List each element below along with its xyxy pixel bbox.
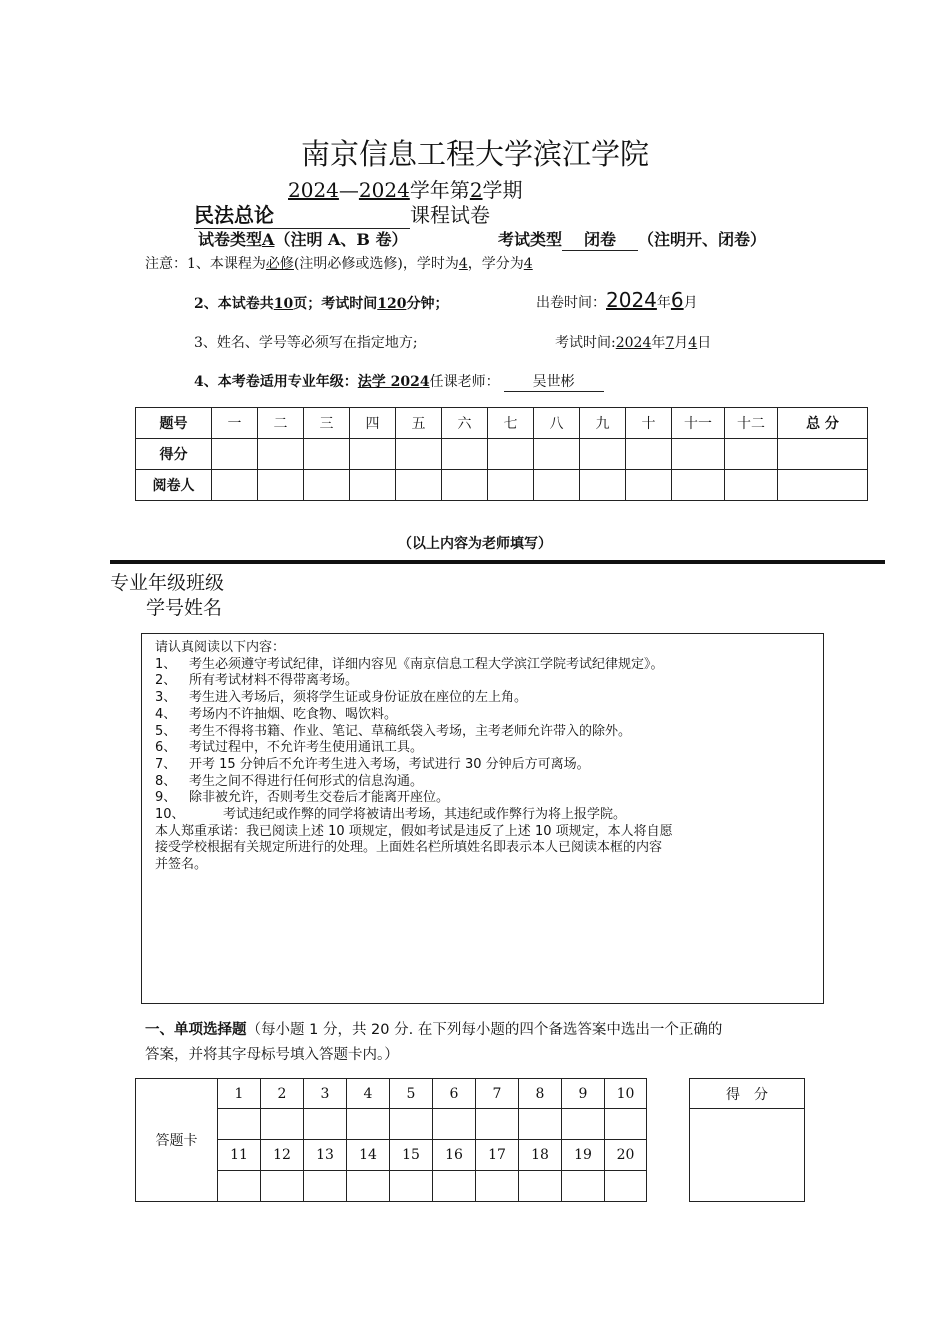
rule-text: 考生进入考场后，须将学生证或身份证放在座位的左上角。 [189,690,528,706]
grader-cell [580,470,626,501]
note-1-text-c: ，学分为 [467,256,524,272]
pledge-line: 本人郑重承诺：我已阅读上述 10 项规定，假如考试是违反了上述 10 项规定，本人将自愿 [155,823,673,839]
rule-item [155,707,823,724]
score-row [136,439,868,470]
rule-item [155,690,823,707]
question-number: 11 [218,1140,261,1171]
answer-cell[interactable] [261,1109,304,1140]
pledge-line: 并签名。 [155,857,208,873]
exam-type-line [498,227,766,251]
score-cell [626,439,672,470]
paper-type-label: 试卷类型 [198,230,263,249]
semester: 2 [469,178,483,202]
question-number: 18 [519,1140,562,1171]
section-1-heading [145,1018,722,1039]
score-table-header: 三 [304,408,350,439]
rule-text: 所有考试材料不得带离考场。 [189,673,359,689]
section-1-title: 一、单项选择题 [145,1022,247,1038]
answer-cell[interactable] [605,1171,647,1202]
score-cell [258,439,304,470]
exam-year-unit: 年 [651,335,666,351]
exam-month: 7 [665,335,675,351]
score-table-header: 题号 [136,408,212,439]
year-end: 2024 [358,178,410,202]
paper-type-line [198,227,408,250]
answer-card [135,1078,647,1202]
course-suffix: 课程试卷 [410,203,490,227]
rule-text: 考试违纪或作弊的同学将被请出考场，其违纪或作弊行为将上报学院。 [223,807,627,823]
rule-item [155,774,823,791]
note-1 [145,253,533,273]
question-number: 17 [476,1140,519,1171]
answer-cell[interactable] [218,1109,261,1140]
score-table-header: 十 [626,408,672,439]
rule-number: 1、 [155,656,177,672]
course-hours: 4 [458,256,468,272]
rule-number: 4、 [155,706,177,722]
note-1-text-b: (注明必修或选修)，学时为 [293,256,459,272]
rule-number: 10、 [155,807,185,823]
answer-cell[interactable] [476,1171,519,1202]
answer-cell[interactable] [347,1109,390,1140]
section-score-cell[interactable] [690,1109,805,1202]
answer-cell[interactable] [433,1171,476,1202]
question-number: 3 [304,1079,347,1109]
answer-cell[interactable] [261,1171,304,1202]
exam-type-value: 闭卷 [562,227,638,251]
separator-line [110,560,885,564]
score-table-header-row [136,408,868,439]
rule-text: 考生不得将书籍、作业、笔记、草稿纸袋入考场，主考老师允许带入的除外。 [189,723,632,739]
rule-item [155,790,823,807]
rule-number: 6、 [155,740,177,756]
question-number: 9 [562,1079,605,1109]
grader-cell [626,470,672,501]
score-table-header: 七 [488,408,534,439]
question-number: 16 [433,1140,476,1171]
score-table-header: 六 [442,408,488,439]
question-number: 6 [433,1079,476,1109]
rule-text: 除非被允许，否则考生交卷后才能离开座位。 [189,790,450,806]
grader-cell [725,470,778,501]
grader-cell [396,470,442,501]
grader-row-label: 阅卷人 [136,470,212,501]
issue-date [536,288,698,312]
teacher-label: 任课老师： [429,374,500,390]
rule-number: 2、 [155,673,177,689]
rule-text: 考试过程中，不允许考生使用通讯工具。 [189,740,424,756]
rules-intro: 请认真阅读以下内容： [155,640,286,655]
note-3: 3、姓名、学号等必须写在指定地方; [194,335,418,351]
rule-number: 3、 [155,690,177,706]
rule-number: 9、 [155,790,177,806]
answer-cell[interactable] [390,1109,433,1140]
class-label: 专业年级班级 [110,572,225,594]
rule-text: 考生必须遵守考试纪律，详细内容见《南京信息工程大学滨江学院考试纪律规定》。 [189,656,664,672]
question-number: 15 [390,1140,433,1171]
exam-minutes: 120 [377,296,407,312]
semester-label: 学期 [482,178,523,202]
question-number: 5 [390,1079,433,1109]
grader-cell [350,470,396,501]
rule-item [155,673,823,690]
score-table-header: 一 [212,408,258,439]
question-number: 12 [261,1140,304,1171]
page-count: 10 [273,296,294,312]
question-number: 20 [605,1140,647,1171]
exam-type-label: 考试类型 [498,230,563,249]
rule-item [155,724,823,741]
question-number: 2 [261,1079,304,1109]
rule-text: 开考 15 分钟后不允许考生进入考场，考试进行 30 分钟后方可离场。 [189,756,590,772]
year-start: 2024 [288,178,339,202]
major-grade: 法学 2024 [357,374,430,390]
rule-number: 5、 [155,723,177,739]
note-2 [194,293,448,313]
score-table [135,407,868,501]
score-cell [725,439,778,470]
note-2-text-a: 2、本试卷共 [194,296,274,312]
exam-type-note: （注明开、闭卷） [638,230,767,249]
score-cell [350,439,396,470]
issue-year-unit: 年 [656,295,671,311]
note-2-text-c: 分钟； [406,296,449,312]
teacher-name: 吴世彬 [504,371,604,392]
section-1-desc: （每小题 1 分，共 20 分. 在下列每小题的四个备选答案中选出一个正确的 [246,1022,723,1038]
score-table-header: 八 [534,408,580,439]
answer-cell[interactable] [218,1171,261,1202]
answer-cell[interactable] [390,1171,433,1202]
score-cell [304,439,350,470]
score-table-header: 九 [580,408,626,439]
issue-month: 6 [670,288,684,312]
grader-cell [672,470,725,501]
rules-box [141,633,824,1004]
grader-cell [488,470,534,501]
question-number: 14 [347,1140,390,1171]
issue-month-unit: 月 [683,295,698,311]
rule-item [155,807,823,824]
answer-cell[interactable] [519,1109,562,1140]
score-table-header: 二 [258,408,304,439]
paper-type-note: （注明 A、B 卷） [274,230,408,249]
course-line [194,199,490,229]
section-1-desc-line-2: 答案，并将其字母标号填入答题卡内。） [145,1047,399,1063]
school-title: 南京信息工程大学滨江学院 [300,137,649,171]
question-number: 13 [304,1140,347,1171]
rule-item [155,757,823,774]
section-score-box [689,1078,805,1202]
score-table-header: 四 [350,408,396,439]
exam-date [555,332,711,352]
answer-cell[interactable] [304,1109,347,1140]
grader-cell [304,470,350,501]
score-row-label: 得分 [136,439,212,470]
exam-date-label: 考试时间: [555,335,616,351]
note-4 [194,371,604,392]
grader-cell [212,470,258,501]
note-4-text-a: 4、本考卷适用专业年级： [194,374,358,390]
question-number: 19 [562,1140,605,1171]
answer-cell[interactable] [476,1109,519,1140]
course-credits: 4 [523,256,533,272]
score-cell [212,439,258,470]
rule-item [155,657,823,674]
rule-item [155,740,823,757]
answer-cell[interactable] [605,1109,647,1140]
grader-row [136,470,868,501]
question-number: 7 [476,1079,519,1109]
exam-day: 4 [688,335,698,351]
rule-text: 考生之间不得进行任何形式的信息沟通。 [189,773,424,789]
score-table-header: 十二 [725,408,778,439]
year-label: 学年第 [409,178,470,202]
score-cell [488,439,534,470]
rule-text: 考场内不许抽烟、吃食物、喝饮料。 [189,706,398,722]
answer-cell[interactable] [562,1109,605,1140]
note-1-text-a: 注意：1、本课程为 [145,256,266,272]
course-name: 民法总论 [194,199,410,229]
answer-number-row [136,1079,647,1109]
question-number: 4 [347,1079,390,1109]
exam-year: 2024 [615,335,652,351]
score-table-header: 总 分 [778,408,868,439]
score-cell [534,439,580,470]
note-2-text-b: 页；考试时间 [293,296,378,312]
score-table-header: 十一 [672,408,725,439]
answer-cell[interactable] [304,1171,347,1202]
section-score-label: 得 分 [690,1079,805,1109]
answer-cell[interactable] [433,1109,476,1140]
question-number: 1 [218,1079,261,1109]
score-cell [778,439,868,470]
score-cell [580,439,626,470]
answer-cell[interactable] [347,1171,390,1202]
pledge-line: 接受学校根据有关规定所进行的处理。上面姓名栏所填姓名即表示本人已阅读本框的内容 [155,840,663,856]
score-cell [672,439,725,470]
grader-cell [442,470,488,501]
grader-cell [534,470,580,501]
exam-day-unit: 日 [697,335,712,351]
paper-type-value: A [262,230,275,249]
score-table-header: 五 [396,408,442,439]
question-number: 8 [519,1079,562,1109]
issue-year: 2024 [606,288,657,312]
answer-cell[interactable] [562,1171,605,1202]
answer-cell[interactable] [519,1171,562,1202]
score-cell [442,439,488,470]
course-nature: 必修 [265,256,294,272]
grader-cell [258,470,304,501]
teacher-fill-note: （以上内容为老师填写） [398,536,552,552]
year-dash: — [338,178,359,202]
grader-cell [778,470,868,501]
rule-number: 8、 [155,773,177,789]
score-cell [396,439,442,470]
question-number: 10 [605,1079,647,1109]
answer-card-label: 答题卡 [136,1079,218,1202]
exam-month-unit: 月 [674,335,689,351]
rule-number: 7、 [155,756,177,772]
issue-date-label: 出卷时间： [536,295,606,311]
id-name-label: 学号姓名 [146,597,223,619]
